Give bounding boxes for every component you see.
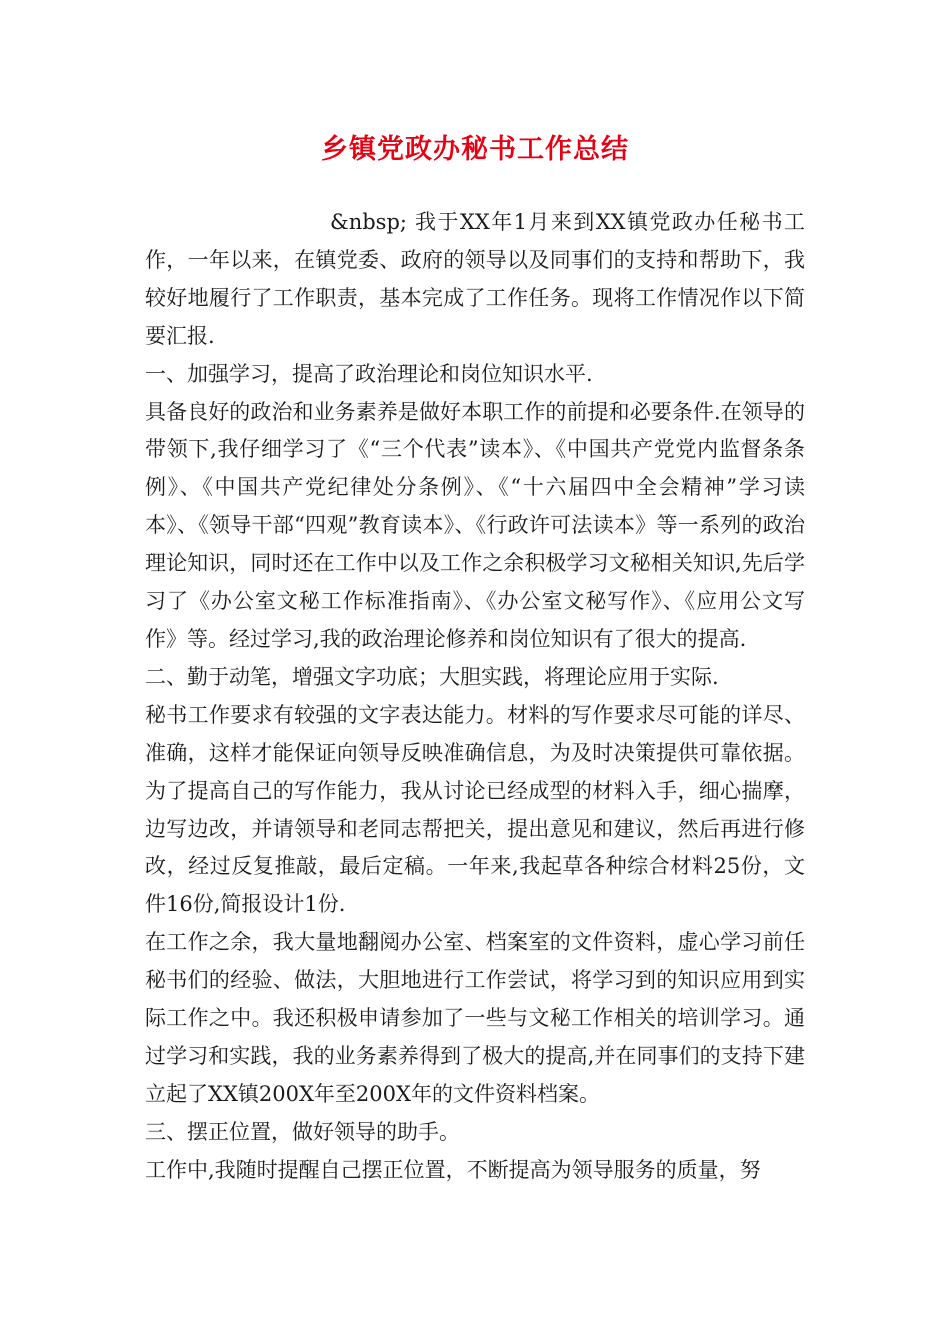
section-heading-3: 三、摆正位置，做好领导的助手。 bbox=[145, 1119, 460, 1144]
body-paragraph: 秘书工作要求有较强的文字表达能力。材料的写作要求尽可能的详尽、准确，这样才能保证向领导反映准确信息，为及时决策提供可靠依据。为了提高自己的写作能力，我从讨论已经成型的材料入手，细心揣摩，边写边改，并请领导和老同志帮把关，提出意见和建议，然后再进行修改，经过反复推敲，最后定稿。一年来,我起草各种综合材料25份，文件16份,简报设计1份. bbox=[145, 702, 805, 917]
body-paragraph: 在工作之余，我大量地翻阅办公室、档案室的文件资料，虚心学习前任秘书们的经验、做法，大胆地进行工作尝试，将学习到的知识应用到实际工作之中。我还积极申请参加了一些与文秘工作相关的培训学习。通过学习和实践，我的业务素养得到了极大的提高,并在同事们的支持下建立起了XX镇200X年至200X年的文件资料档案。 bbox=[145, 930, 805, 1106]
body-paragraph: 工作中,我随时提醒自己摆正位置，不断提高为领导服务的质量，努 bbox=[145, 1157, 761, 1182]
document-body bbox=[145, 204, 805, 1190]
section-heading-2: 二、勤于动笔，增强文字功底；大胆实践，将理论应用于实际. bbox=[145, 664, 719, 689]
section-heading-1: 一、加强学习，提高了政治理论和岗位知识水平. bbox=[145, 361, 593, 386]
document-title: 乡镇党政办秘书工作总结 bbox=[321, 134, 629, 165]
body-paragraph: 具备良好的政治和业务素养是做好本职工作的前提和必要条件.在领导的带领下,我仔细学习了《“三个代表”读本》、《中国共产党党内监督条条例》、《中国共产党纪律处分条例》、《“十六届四中全会精神”学习读本》、《领导干部“四观”教育读本》、《行政许可法读本》等一系列的政治理论知识，同时还在工作中以及工作之余积极学习文秘相关知识,先后学习了《办公室文秘工作标准指南》、《办公室文秘写作》、《应用公文写作》等。经过学习,我的政治理论修养和岗位知识有了很大的提高. bbox=[145, 399, 805, 651]
intro-paragraph: &nbsp; 我于XX年1月来到XX镇党政办任秘书工作，一年以来，在镇党委、政府的领导以及同事们的支持和帮助下，我较好地履行了工作职责，基本完成了工作任务。现将工作情况作以下简要汇报. bbox=[145, 210, 805, 348]
